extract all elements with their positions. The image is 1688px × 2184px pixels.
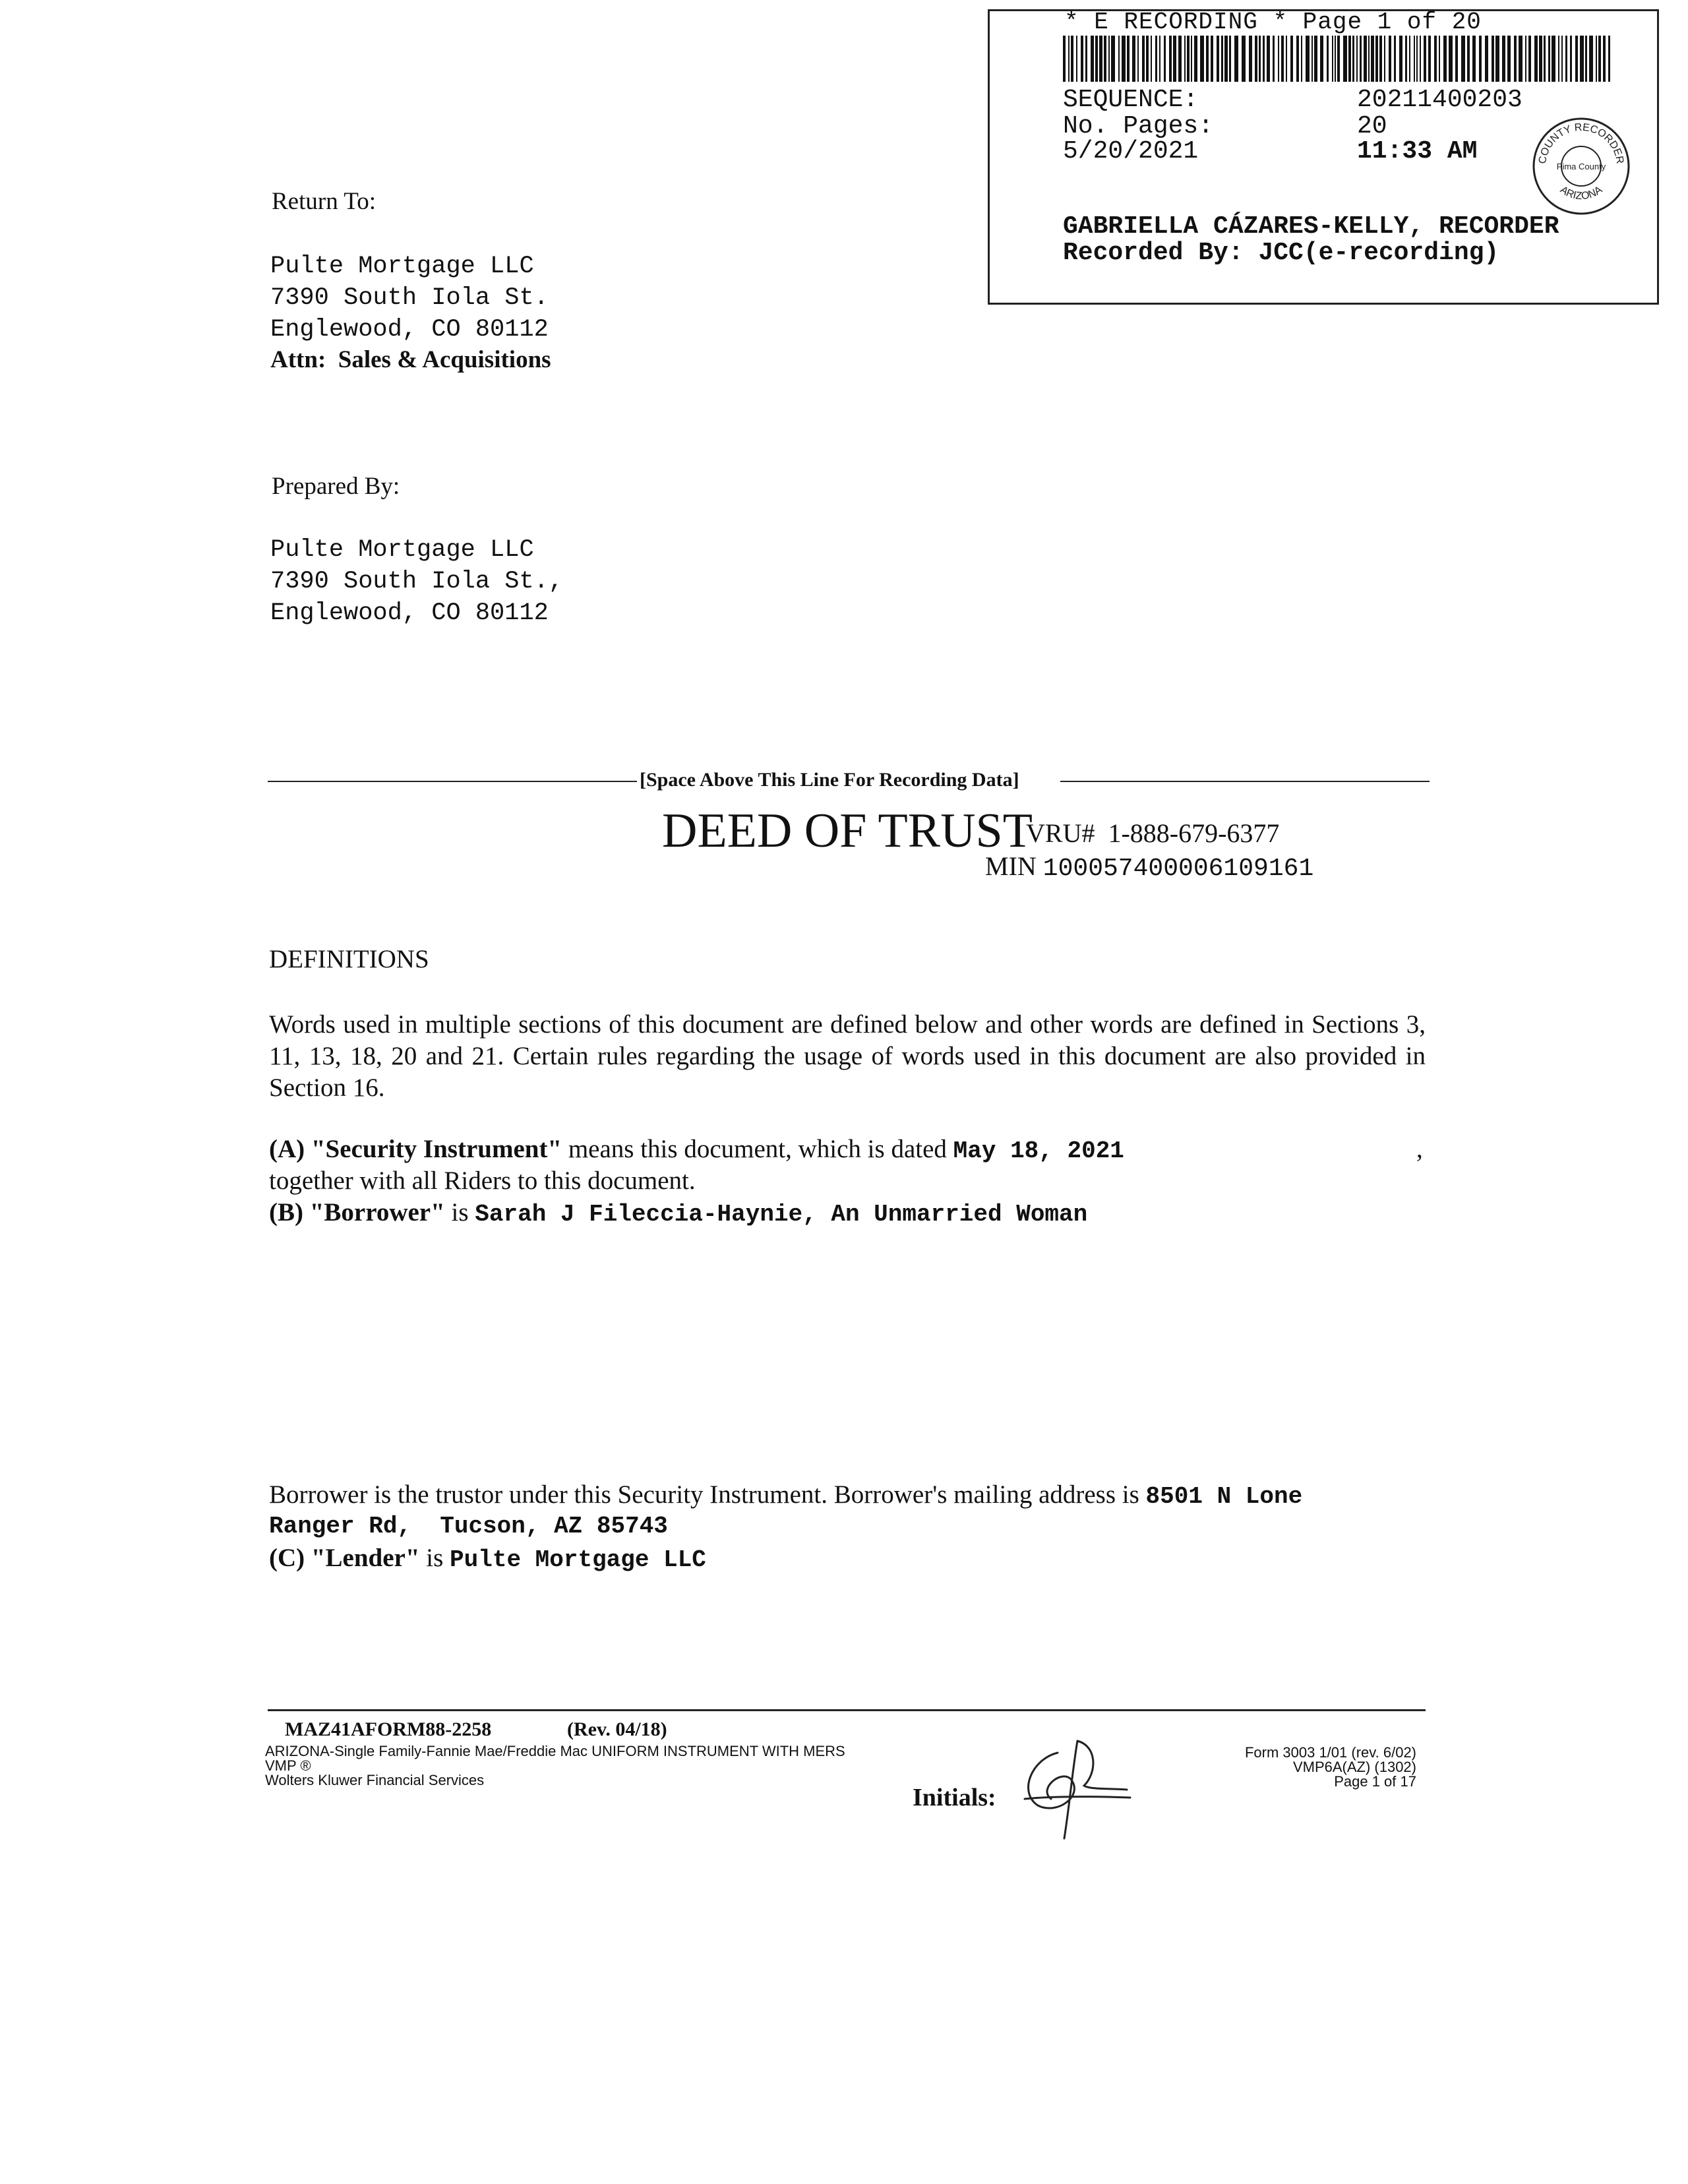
sequence-label: SEQUENCE: xyxy=(1063,86,1199,114)
definition-c-value: Pulte Mortgage LLC xyxy=(450,1546,706,1573)
definition-a-label: (A) "Security Instrument" xyxy=(269,1135,562,1163)
trustor-text: Borrower is the trustor under this Security Instrument. Borrower's mailing address is xyxy=(269,1480,1139,1509)
divider-rule-right xyxy=(1060,781,1430,782)
prepared-by-label: Prepared By: xyxy=(272,473,400,500)
pages-value: 20 xyxy=(1357,112,1387,140)
footer-publisher: Wolters Kluwer Financial Services xyxy=(265,1772,485,1788)
definition-c-is: is xyxy=(426,1544,444,1572)
trustor-line xyxy=(269,1480,1302,1510)
return-to-line-3: Englewood, CO 80112 xyxy=(270,316,549,344)
form-id: MAZ41AFORM88-2258 xyxy=(285,1718,492,1740)
prepared-by-line-1: Pulte Mortgage LLC xyxy=(270,536,534,564)
divider-rule-left xyxy=(268,781,637,782)
definition-a-date: May 18, 2021 xyxy=(953,1138,1124,1165)
recording-time: 11:33 AM xyxy=(1357,137,1478,166)
sequence-value: 20211400203 xyxy=(1357,86,1522,114)
min-line xyxy=(985,851,1313,883)
min-value: 100057400006109161 xyxy=(1042,855,1314,883)
vmp-code: VMP6A(AZ) (1302) xyxy=(1292,1759,1416,1775)
definition-a xyxy=(269,1134,1426,1165)
mailing-address-part-1: 8501 N Lone xyxy=(1145,1483,1303,1510)
definition-a-text: means this document, which is dated xyxy=(568,1135,947,1163)
svg-text:COUNTY RECORDER: COUNTY RECORDER xyxy=(1536,121,1626,165)
definition-a-comma: , xyxy=(1416,1135,1423,1163)
definition-c-label: (C) "Lender" xyxy=(269,1544,420,1572)
recorded-by: Recorded By: JCC(e-recording) xyxy=(1063,239,1499,267)
county-recorder-seal xyxy=(1531,116,1631,216)
footer-vmp: VMP ® xyxy=(265,1757,311,1774)
return-to-label: Return To: xyxy=(272,188,377,215)
prepared-by-line-3: Englewood, CO 80112 xyxy=(270,599,549,627)
document-title: DEED OF TRUST xyxy=(662,804,1033,858)
barcode xyxy=(1063,36,1613,82)
definitions-heading: DEFINITIONS xyxy=(269,945,429,973)
definition-b-is: is xyxy=(451,1198,469,1227)
page-number: Page 1 of 17 xyxy=(1334,1773,1416,1790)
definition-a-tail: together with all Riders to this document. xyxy=(269,1167,696,1195)
initials-label: Initials: xyxy=(913,1784,996,1811)
form-number: Form 3003 1/01 (rev. 6/02) xyxy=(1244,1744,1416,1761)
initials-signature xyxy=(1011,1733,1137,1845)
definition-b xyxy=(269,1198,1087,1228)
definition-c xyxy=(269,1543,706,1573)
return-to-attn: Attn: Sales & Acquisitions xyxy=(270,346,551,373)
min-label: MIN xyxy=(985,851,1037,881)
footer-rule xyxy=(268,1709,1426,1711)
prepared-by-line-2: 7390 South Iola St., xyxy=(270,568,564,595)
return-to-line-1: Pulte Mortgage LLC xyxy=(270,253,534,280)
recorder-name: GABRIELLA CÁZARES-KELLY, RECORDER xyxy=(1063,212,1559,241)
svg-text:ARIZONA: ARIZONA xyxy=(1557,184,1605,202)
footer-form-description: ARIZONA-Single Family-Fannie Mae/Freddie Mac UNIFORM INSTRUMENT WITH MERS xyxy=(265,1743,845,1759)
definition-b-label: (B) "Borrower" xyxy=(269,1198,445,1227)
definition-b-value: Sarah J Fileccia-Haynie, An Unmarried Woman xyxy=(475,1201,1088,1228)
vru-number: VRU# 1-888-679-6377 xyxy=(1026,818,1280,848)
pages-label: No. Pages: xyxy=(1063,112,1214,140)
definitions-intro: Words used in multiple sections of this document are defined below and other words are defined in Sections 3, 11, 13, 18, 20 and 21. Certain rules regarding the usage of words used in this document are also provided in Section 16. xyxy=(269,1010,1426,1102)
return-to-line-2: 7390 South Iola St. xyxy=(270,284,549,312)
recording-date: 5/20/2021 xyxy=(1063,137,1199,166)
mailing-address-part-2: Ranger Rd, Tucson, AZ 85743 xyxy=(269,1513,668,1540)
recording-data-divider-text: [Space Above This Line For Recording Data] xyxy=(640,769,1019,791)
stamp-header: * E RECORDING * Page 1 of 20 xyxy=(1064,9,1482,36)
svg-text:Pima County: Pima County xyxy=(1556,162,1606,171)
form-revision: (Rev. 04/18) xyxy=(567,1718,667,1740)
